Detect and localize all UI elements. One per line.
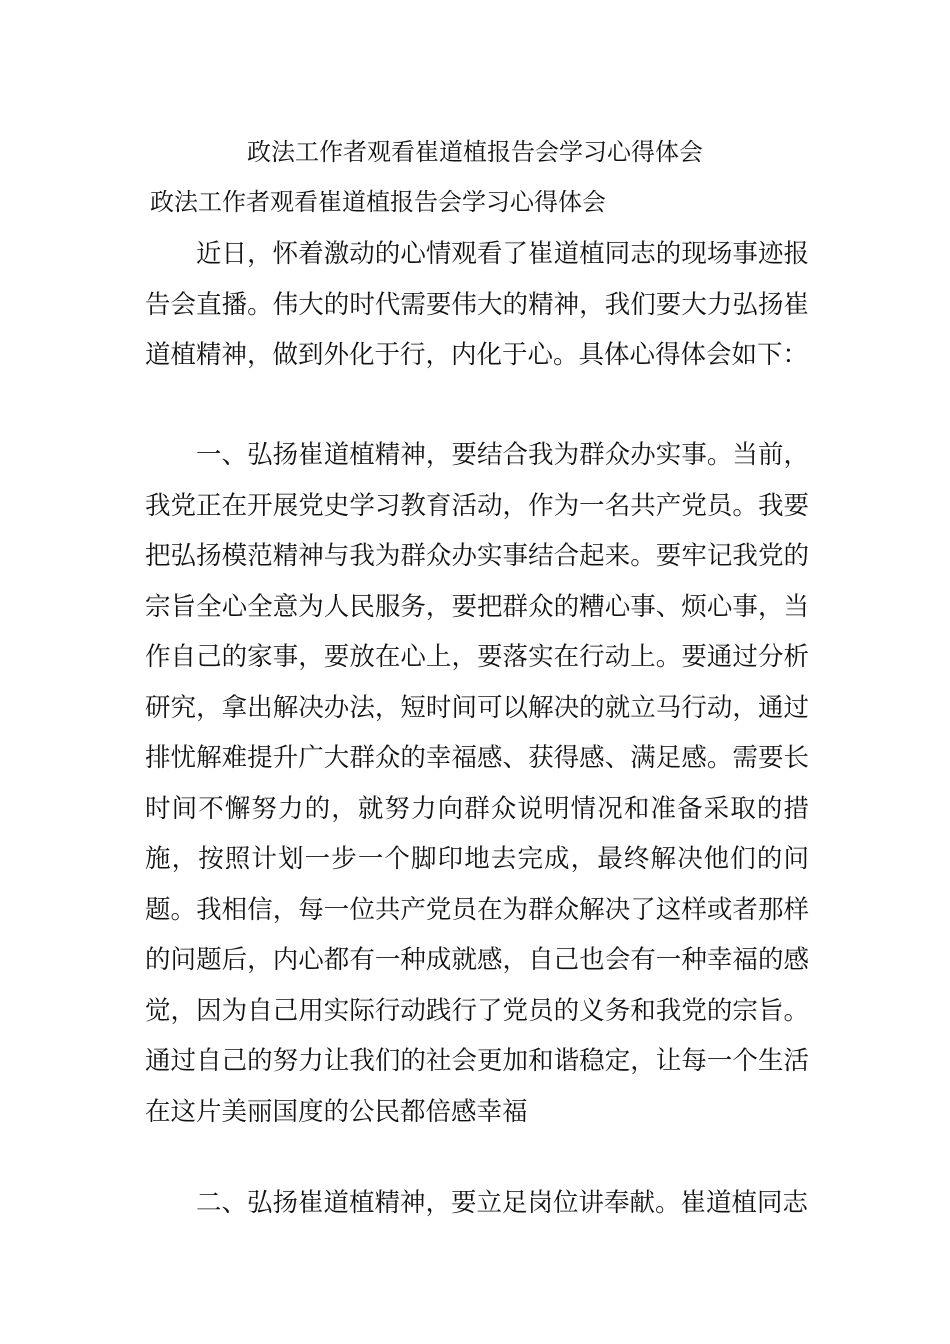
- document-title: 政法工作者观看崔道植报告会学习心得体会: [247, 138, 703, 166]
- paragraph-point-two: 二、弘扬崔道植精神，要立足岗位讲奉献。崔道植同志: [196, 1188, 809, 1218]
- document-subtitle: 政法工作者观看崔道植报告会学习心得体会: [150, 188, 606, 216]
- paragraph-point-one: 一、弘扬崔道植精神，要结合我为群众办实事。当前，我党正在开展党史学习教育活动，作为一名共产党员。我要把弘扬模范精神与我为群众办实事结合起来。要牢记我党的宗旨全心全意为人民服务，要把群众的糟心事、烦心事，当作自己的家事，要放在心上，要落实在行动上。要通过分析研究，拿出解决办法，短时间可以解决的就立马行动，通过排忧解难提升广大群众的幸福感、获得感、满足感。需要长时间不懈努力的，就努力向群众说明情况和准备采取的措施，按照计划一步一个脚印地去完成，最终解决他们的问题。我相信，每一位共产党员在为群众解决了这样或者那样的问题后，内心都有一种成就感，自己也会有一种幸福的感觉，因为自己用实际行动践行了党员的义务和我党的宗旨。通过自己的努力让我们的社会更加和谐稳定，让每一个生活在这片美丽国度的公民都倍感幸福: [145, 440, 809, 1127]
- paragraph-intro: 近日，怀着激动的心情观看了崔道植同志的现场事迹报告会直播。伟大的时代需要伟大的精神，我们要大力弘扬崔道植精神，做到外化于行，内化于心。具体心得体会如下：: [145, 239, 809, 370]
